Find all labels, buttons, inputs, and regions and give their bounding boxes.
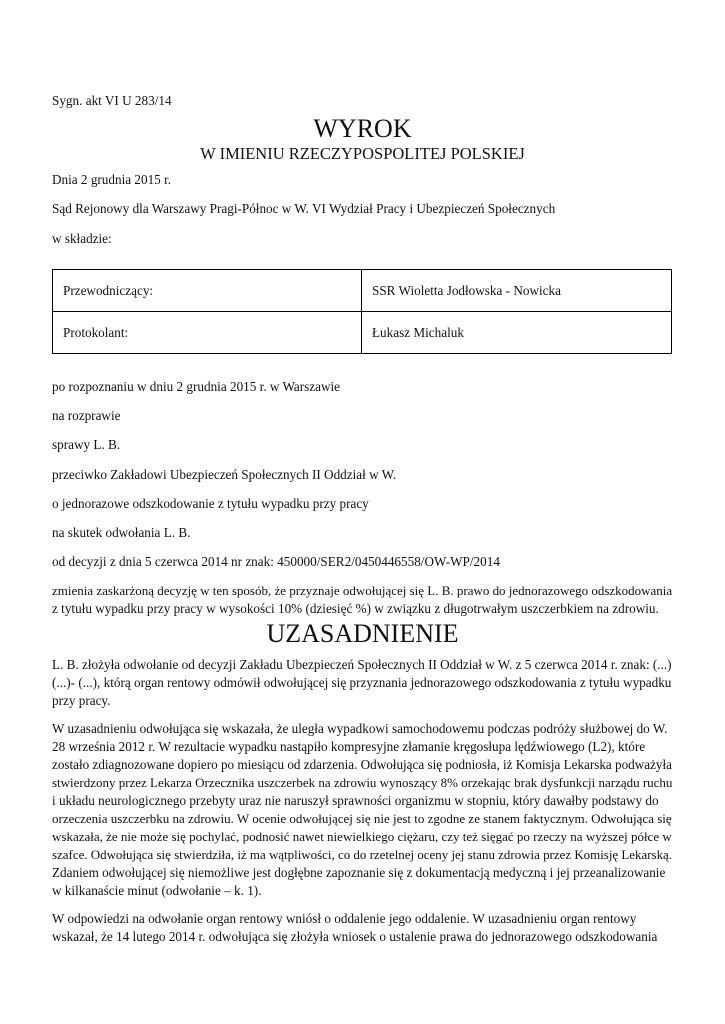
paragraph-line: wskazał, że 14 lutego 2014 r. odwołująca się złożyła wniosek o ustalenie prawa do jednorazowego odszkodowania (52, 929, 658, 944)
role-cell: Przewodniczący: (53, 270, 362, 312)
paragraph-line: L. B. złożyła odwołanie od decyzji Zakładu Ubezpieczeń Społecznych II Oddział w W. z 5 czerwca 2014 r. znak: (...) (52, 657, 672, 672)
paragraph-line: szafce. Odwołująca się stwierdziła, iż ma wątpliwości, co do rzetelnej oceny jej stanu zdrowia przez Komisję Lekarską. (52, 847, 673, 862)
proceedings-line: przeciwko Zakładowi Ubezpieczeń Społecznych II Oddział w W. (52, 467, 397, 482)
paragraph-line: stwierdzony przez Lekarza Orzecznika uszczerbek na zdrowiu wynoszący 8% orzekając brak dysfunkcji narządu ruchu (52, 775, 673, 790)
court-line: Sąd Rejonowy dla Warszawy Pragi-Północ w W. VI Wydział Pracy i Ubezpieczeń Społecznych (52, 201, 556, 216)
person-cell: Łukasz Michaluk (362, 312, 672, 354)
role-cell: Protokolant: (53, 312, 362, 354)
ruling-line: zmienia zaskarżoną decyzję w ten sposób, że przyznaje odwołującej się L. B. prawo do jednorazowego odszkodowania (52, 583, 673, 598)
paragraph-line: zostało zdiagnozowane dopiero po miesiącu od zdarzenia. Odwołująca się podniosła, iż Komisja Lekarska podważyła (52, 757, 672, 772)
proceedings-line: o jednorazowe odszkodowanie z tytułu wypadku przy pracy (52, 496, 369, 511)
paragraph-line: W uzasadnieniu odwołująca się wskazała, że uległa wypadkowi samochodowemu podczas podróży służbowej do W. (52, 721, 668, 736)
paragraph-line: orzeczenia uszczerbku na zdrowiu. W ocenie odwołującej się nie jest to zgodne ze stanem faktycznym. Odwołująca się (52, 811, 672, 826)
table-row (53, 312, 672, 354)
case-signature: Sygn. akt VI U 283/14 (52, 93, 172, 108)
paragraph-line: W odpowiedzi na odwołanie organ rentowy wniósł o oddalenie jego oddalenie. W uzasadnieniu organ rentowy (52, 911, 637, 926)
proceedings-line: po rozpoznaniu w dniu 2 grudnia 2015 r. w Warszawie (52, 379, 341, 394)
justification-title: UZASADNIENIE (266, 619, 459, 648)
paragraph-line: wskazała, że nie może się pochylać, podnosić nawet niewielkiego ciężaru, czy też sięgać po rzeczy na wyższej półce w (52, 829, 672, 844)
paragraph-line: w kilkanaście minut (odwołanie – k. 1). (52, 883, 262, 898)
paragraph-line: przy pracy. (52, 693, 111, 708)
composition-table (52, 269, 672, 354)
proceedings-line: od decyzji z dnia 5 czerwca 2014 nr znak: 450000/SER2/0450446558/OW-WP/2014 (52, 554, 500, 569)
paragraph-line: Zdaniem odwołującej się niemożliwe jest dogłębne zapoznanie się z dokumentacją medyczną i jej przeanalizowanie (52, 865, 666, 880)
paragraph-line: (...)- (...), którą organ rentowy odmówił odwołującej się przyznania jednorazowego odszkodowania z tytułu wypadku (52, 675, 672, 690)
person-cell: SSR Wioletta Jodłowska - Nowicka (362, 270, 672, 312)
document-title: WYROK (313, 114, 412, 143)
ruling-line: z tytułu wypadku przy pracy w wysokości 10% (dziesięć %) w związku z długotrwałym uszczerbkiem na zdrowiu. (52, 601, 659, 616)
table-row (53, 270, 672, 312)
date-line: Dnia 2 grudnia 2015 r. (52, 172, 172, 187)
proceedings-line: na skutek odwołania L. B. (52, 525, 191, 540)
proceedings-line: sprawy L. B. (52, 437, 121, 452)
composition-label: w składzie: (52, 231, 112, 246)
document-subtitle: W IMIENIU RZECZYPOSPOLITEJ POLSKIEJ (200, 144, 525, 163)
proceedings-line: na rozprawie (52, 408, 121, 423)
paragraph-line: 28 września 2012 r. W rezultacie wypadku nastąpiło kompresyjne złamanie kręgosłupa lędźwiowego (L2), które (52, 739, 646, 754)
paragraph-line: i układu neurologicznego przebyty uraz nie naruszył sprawności organizmu w stopniu, który dawałby podstawy do (52, 793, 659, 808)
